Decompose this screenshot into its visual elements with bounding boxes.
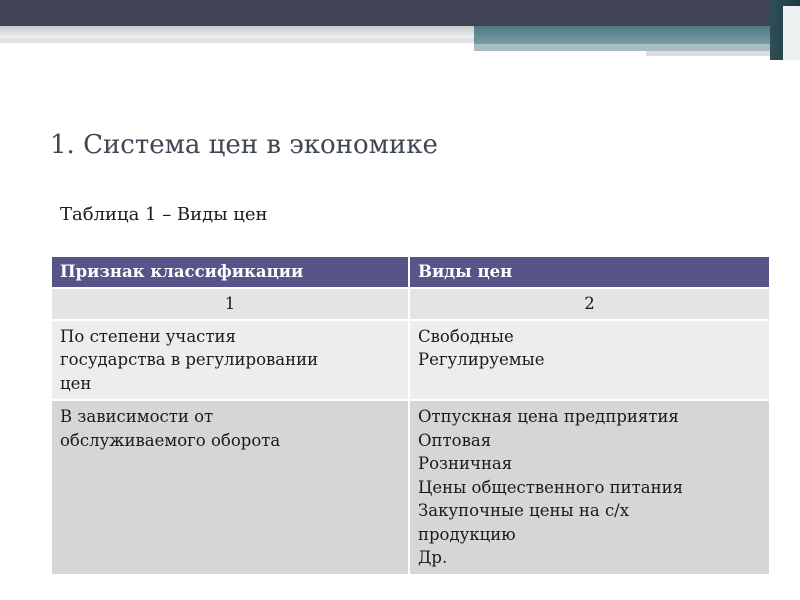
cell-text: По степени участия xyxy=(60,326,236,346)
header-accent-line xyxy=(646,51,786,56)
column-number-2: 2 xyxy=(409,288,770,320)
table-row xyxy=(51,320,770,401)
table-number-row xyxy=(51,288,770,320)
cell-text: Закупочные цены на с/х xyxy=(418,501,630,520)
header-corner-inset xyxy=(783,6,800,60)
cell-text: продукцию xyxy=(418,524,516,544)
cell-text: Цены общественного питания xyxy=(418,477,684,497)
cell-text: Отпускная цена предприятия xyxy=(418,407,679,426)
cell-text: Регулируемые xyxy=(418,350,545,369)
price-types-cell xyxy=(409,400,770,575)
price-types-table xyxy=(50,255,771,576)
table-header-row xyxy=(51,256,770,288)
slide-title: 1. Система цен в экономике xyxy=(50,130,438,160)
cell-text: обслуживаемого оборота xyxy=(60,430,281,450)
cell-text: цен xyxy=(60,373,92,393)
header-shadow-band xyxy=(0,26,474,38)
table-caption: Таблица 1 – Виды цен xyxy=(60,204,268,225)
table-row xyxy=(51,400,770,575)
criterion-cell xyxy=(51,400,409,575)
column-number-1: 1 xyxy=(51,288,409,320)
cell-text: В зависимости от xyxy=(60,407,214,426)
header-light-band xyxy=(0,38,474,43)
cell-text: Свободные xyxy=(418,326,514,346)
cell-text: Др. xyxy=(418,548,448,567)
price-types-cell xyxy=(409,320,770,401)
header-criterion: Признак классификации xyxy=(51,256,409,288)
header-price-types: Виды цен xyxy=(409,256,770,288)
header-teal-strip xyxy=(474,44,784,51)
cell-text: государства в регулировании xyxy=(60,350,319,369)
header-dark-bar xyxy=(0,0,800,26)
cell-text: Розничная xyxy=(418,454,513,473)
cell-text: Оптовая xyxy=(418,430,492,450)
header-teal-band xyxy=(474,26,800,44)
criterion-cell xyxy=(51,320,409,401)
